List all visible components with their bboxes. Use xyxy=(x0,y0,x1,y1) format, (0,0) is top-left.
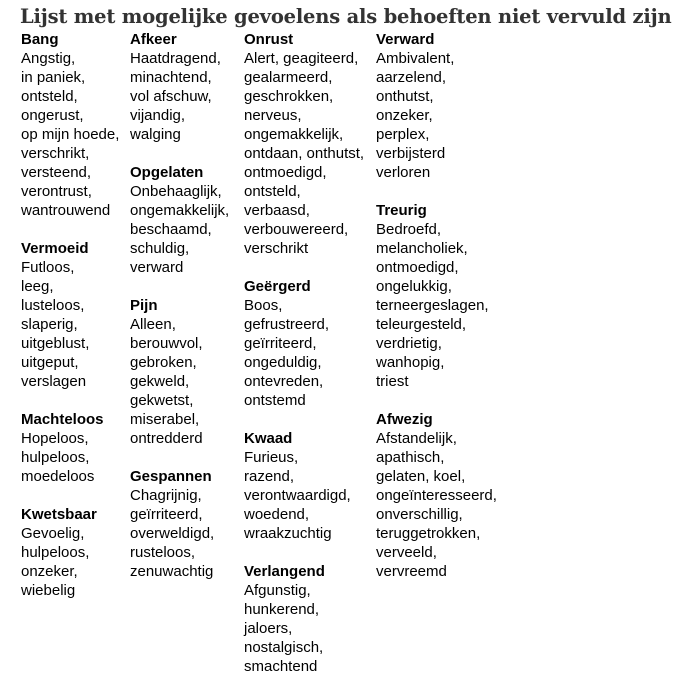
feeling-group xyxy=(130,30,229,144)
feeling-item: ongeduldig, xyxy=(244,354,322,371)
feeling-item: nostalgisch, xyxy=(244,639,324,656)
feeling-item: ontredderd xyxy=(130,430,203,447)
feeling-group xyxy=(376,201,497,391)
feeling-item: overweldigd, xyxy=(130,525,215,542)
feeling-item: uitgeput, xyxy=(21,354,79,371)
feeling-group-title: Bang xyxy=(21,31,59,48)
feeling-item: gekweld, xyxy=(130,373,190,390)
feeling-item: onthutst, xyxy=(376,88,434,105)
feeling-item: ongemakkelijk, xyxy=(244,126,344,143)
feeling-item: teruggetrokken, xyxy=(376,525,481,542)
feeling-item: minachtend, xyxy=(130,69,212,86)
feeling-item: perplex, xyxy=(376,126,430,143)
feeling-item: ongerust, xyxy=(21,107,84,124)
feeling-item: Gevoelig, xyxy=(21,525,85,542)
feeling-item: teleurgesteld, xyxy=(376,316,467,333)
feeling-item: hulpeloos, xyxy=(21,544,90,561)
feeling-item: wanhopig, xyxy=(376,354,445,371)
feeling-group xyxy=(376,30,497,182)
feeling-item: verschrikt xyxy=(244,240,309,257)
feeling-item: hunkerend, xyxy=(244,601,320,618)
feeling-group xyxy=(244,429,364,543)
feeling-item: Boos, xyxy=(244,297,283,314)
feeling-item: moedeloos xyxy=(21,468,95,485)
feeling-item: miserabel, xyxy=(130,411,200,428)
feeling-item: jaloers, xyxy=(244,620,293,637)
feeling-item: verbouwereerd, xyxy=(244,221,349,238)
feeling-group xyxy=(130,163,229,277)
feeling-item: woedend, xyxy=(244,506,310,523)
feeling-item: verbijsterd xyxy=(376,145,446,162)
feeling-item: leeg, xyxy=(21,278,54,295)
feeling-item: in paniek, xyxy=(21,69,86,86)
feeling-group xyxy=(21,505,119,600)
feeling-item: Ambivalent, xyxy=(376,50,455,67)
feeling-item: ontsteld, xyxy=(21,88,78,105)
feeling-item: onverschillig, xyxy=(376,506,463,523)
feeling-item: Futloos, xyxy=(21,259,75,276)
feeling-group xyxy=(376,410,497,581)
feeling-item: onzeker, xyxy=(21,563,78,580)
feeling-group-title: Gespannen xyxy=(130,468,212,485)
feeling-item: beschaamd, xyxy=(130,221,212,238)
feeling-item: Alert, geagiteerd, xyxy=(244,50,359,67)
feeling-item: verveeld, xyxy=(376,544,437,561)
feeling-item: gebroken, xyxy=(130,354,197,371)
feeling-item: Angstig, xyxy=(21,50,76,67)
feeling-item: Haatdragend, xyxy=(130,50,221,67)
feeling-group xyxy=(21,410,119,486)
feeling-item: rusteloos, xyxy=(130,544,196,561)
feeling-group xyxy=(244,562,364,676)
feeling-item: nerveus, xyxy=(244,107,302,124)
feeling-item: terneergeslagen, xyxy=(376,297,489,314)
feeling-group xyxy=(130,467,229,581)
feeling-group xyxy=(130,296,229,448)
feeling-item: verslagen xyxy=(21,373,87,390)
feeling-item: slaperig, xyxy=(21,316,78,333)
feeling-item: smachtend xyxy=(244,658,318,675)
feeling-item: lusteloos, xyxy=(21,297,85,314)
feeling-item: vol afschuw, xyxy=(130,88,212,105)
feeling-group-title: Pijn xyxy=(130,297,158,314)
feeling-item: triest xyxy=(376,373,409,390)
feeling-item: berouwvol, xyxy=(130,335,203,352)
feeling-item: ontmoedigd, xyxy=(244,164,327,181)
feeling-item: verontrust, xyxy=(21,183,92,200)
feeling-item: onzeker, xyxy=(376,107,433,124)
feeling-item: Afstandelijk, xyxy=(376,430,457,447)
feeling-item: geïrriteerd, xyxy=(130,506,203,523)
feeling-item: melancholiek, xyxy=(376,240,468,257)
feeling-group-title: Opgelaten xyxy=(130,164,204,181)
feeling-group-title: Verward xyxy=(376,31,435,48)
feeling-item: ontmoedigd, xyxy=(376,259,459,276)
feeling-item: op mijn hoede, xyxy=(21,126,120,143)
feeling-item: Furieus, xyxy=(244,449,299,466)
feeling-group xyxy=(244,30,364,258)
feeling-item: apathisch, xyxy=(376,449,445,466)
feeling-item: gefrustreerd, xyxy=(244,316,330,333)
feeling-item: Chagrijnig, xyxy=(130,487,202,504)
feeling-item: ontevreden, xyxy=(244,373,324,390)
feeling-group-title: Geërgerd xyxy=(244,278,311,295)
feeling-item: zenuwachtig xyxy=(130,563,214,580)
feeling-item: ontdaan, onthutst, xyxy=(244,145,365,162)
feeling-item: Onbehaaglijk, xyxy=(130,183,222,200)
feelings-column-3 xyxy=(244,30,364,695)
feeling-item: schuldig, xyxy=(130,240,190,257)
feeling-item: gealarmeerd, xyxy=(244,69,333,86)
feeling-item: ongeïnteresseerd, xyxy=(376,487,497,504)
feeling-item: geschrokken, xyxy=(244,88,334,105)
feeling-item: verloren xyxy=(376,164,431,181)
feeling-group-title: Vermoeid xyxy=(21,240,89,257)
feeling-item: vijandig, xyxy=(130,107,186,124)
page-title: Lijst met mogelijke gevoelens als behoeften niet vervuld zijn xyxy=(20,5,672,28)
feeling-group-title: Kwetsbaar xyxy=(21,506,97,523)
feeling-item: gelaten, koel, xyxy=(376,468,466,485)
feeling-group xyxy=(244,277,364,410)
feeling-group xyxy=(21,30,119,220)
feeling-item: ontsteld, xyxy=(244,183,301,200)
feeling-item: ontstemd xyxy=(244,392,306,409)
feeling-item: ongemakkelijk, xyxy=(130,202,230,219)
feeling-item: verward xyxy=(130,259,184,276)
feeling-item: razend, xyxy=(244,468,295,485)
feeling-item: gekwetst, xyxy=(130,392,194,409)
feelings-column-2 xyxy=(130,30,229,600)
feelings-column-1 xyxy=(21,30,119,619)
feeling-item: Bedroefd, xyxy=(376,221,442,238)
feeling-item: wraakzuchtig xyxy=(244,525,332,542)
feeling-item: ongelukkig, xyxy=(376,278,452,295)
feeling-item: verdrietig, xyxy=(376,335,442,352)
feeling-item: uitgeblust, xyxy=(21,335,90,352)
feeling-item: walging xyxy=(130,126,181,143)
feelings-column-4 xyxy=(376,30,497,600)
feeling-item: vervreemd xyxy=(376,563,447,580)
feeling-group-title: Machteloos xyxy=(21,411,104,428)
feeling-group xyxy=(21,239,119,391)
feeling-item: hulpeloos, xyxy=(21,449,90,466)
feeling-item: Hopeloos, xyxy=(21,430,89,447)
feeling-item: versteend, xyxy=(21,164,92,181)
feeling-item: wiebelig xyxy=(21,582,76,599)
feeling-item: geïrriteerd, xyxy=(244,335,317,352)
feeling-item: Afgunstig, xyxy=(244,582,311,599)
feeling-group-title: Verlangend xyxy=(244,563,325,580)
feeling-group-title: Afwezig xyxy=(376,411,433,428)
feeling-item: verontwaardigd, xyxy=(244,487,351,504)
feeling-group-title: Onrust xyxy=(244,31,294,48)
feeling-group-title: Afkeer xyxy=(130,31,177,48)
feeling-group-title: Treurig xyxy=(376,202,427,219)
feeling-item: aarzelend, xyxy=(376,69,447,86)
feeling-group-title: Kwaad xyxy=(244,430,293,447)
feeling-item: wantrouwend xyxy=(21,202,111,219)
feeling-item: Alleen, xyxy=(130,316,176,333)
feeling-item: verbaasd, xyxy=(244,202,310,219)
feeling-item: verschrikt, xyxy=(21,145,90,162)
